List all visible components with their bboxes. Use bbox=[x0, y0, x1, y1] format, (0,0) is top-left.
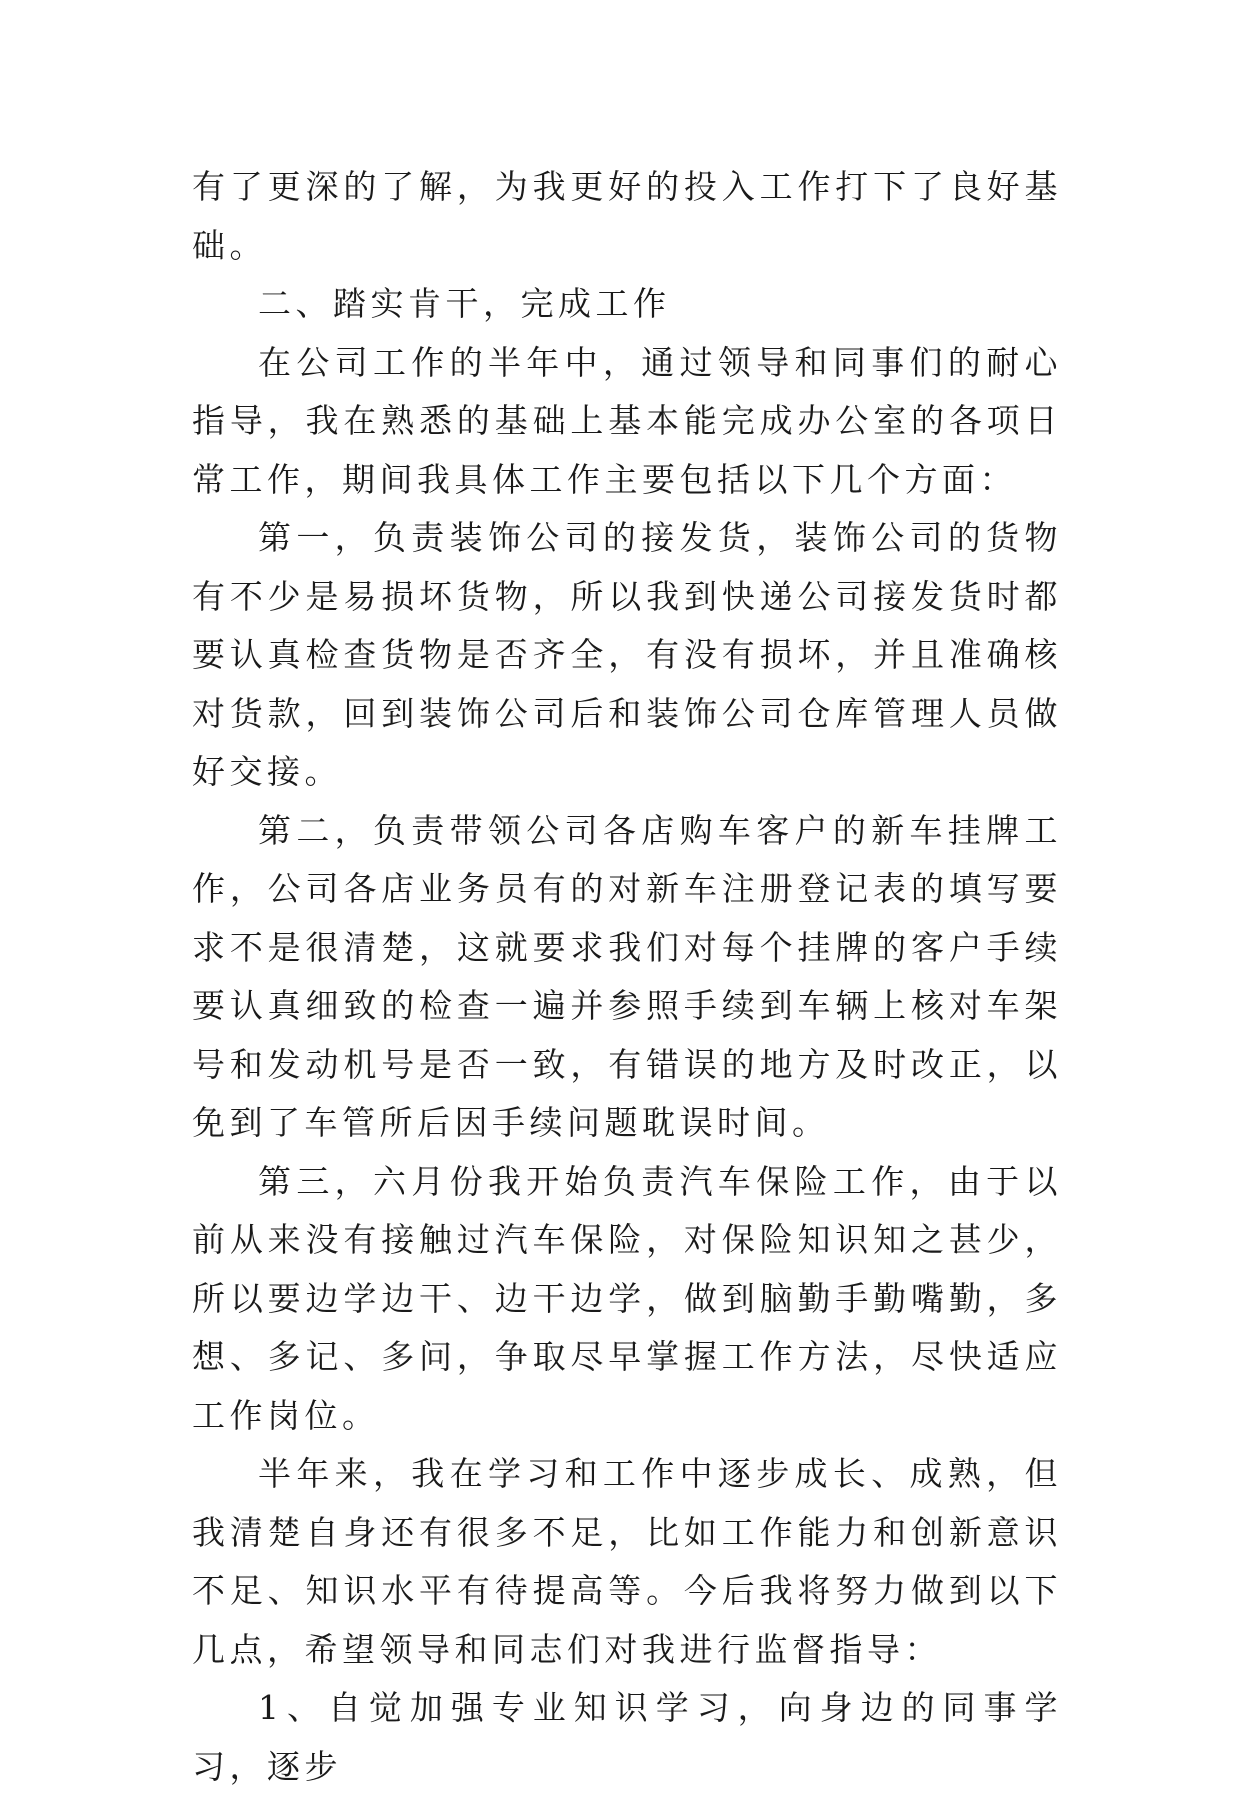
paragraph: 有了更深的了解，为我更好的投入工作打下了良好基础。 bbox=[192, 167, 1062, 265]
paragraph: 第一，负责装饰公司的接发货，装饰公司的货物有不少是易损坏货物，所以我到快递公司接发货时都要认真检查货物是否齐全，有没有损坏，并且准确核对货款，回到装饰公司后和装饰公司仓库管理人员做好交接。 bbox=[192, 518, 1062, 791]
document-body bbox=[192, 158, 1062, 1796]
paragraph: 在公司工作的半年中，通过领导和同事们的耐心指导，我在熟悉的基础上基本能完成办公室的各项日常工作，期间我具体工作主要包括以下几个方面： bbox=[192, 342, 1062, 499]
paragraph: 第三，六月份我开始负责汽车保险工作，由于以前从来没有接触过汽车保险，对保险知识知之甚少，所以要边学边干、边干边学，做到脑勤手勤嘴勤，多想、多记、多问，争取尽早掌握工作方法，尽快适应工作岗位。 bbox=[192, 1161, 1062, 1435]
paragraph: 1、自觉加强专业知识学习，向身边的同事学习，逐步 bbox=[192, 1688, 1062, 1786]
section-heading: 二、踏实肯干，完成工作 bbox=[258, 284, 671, 323]
paragraph: 第二，负责带领公司各店购车客户的新车挂牌工作，公司各店业务员有的对新车注册登记表的填写要求不是很清楚，这就要求我们对每个挂牌的客户手续要认真细致的检查一遍并参照手续到车辆上核对车架号和发动机号是否一致，有错误的地方及时改正，以免到了车管所后因手续问题耽误时间。 bbox=[192, 810, 1062, 1142]
paragraph: 半年来，我在学习和工作中逐步成长、成熟，但我清楚自身还有很多不足，比如工作能力和创新意识不足、知识水平有待提高等。今后我将努力做到以下几点，希望领导和同志们对我进行监督指导： bbox=[192, 1454, 1062, 1669]
